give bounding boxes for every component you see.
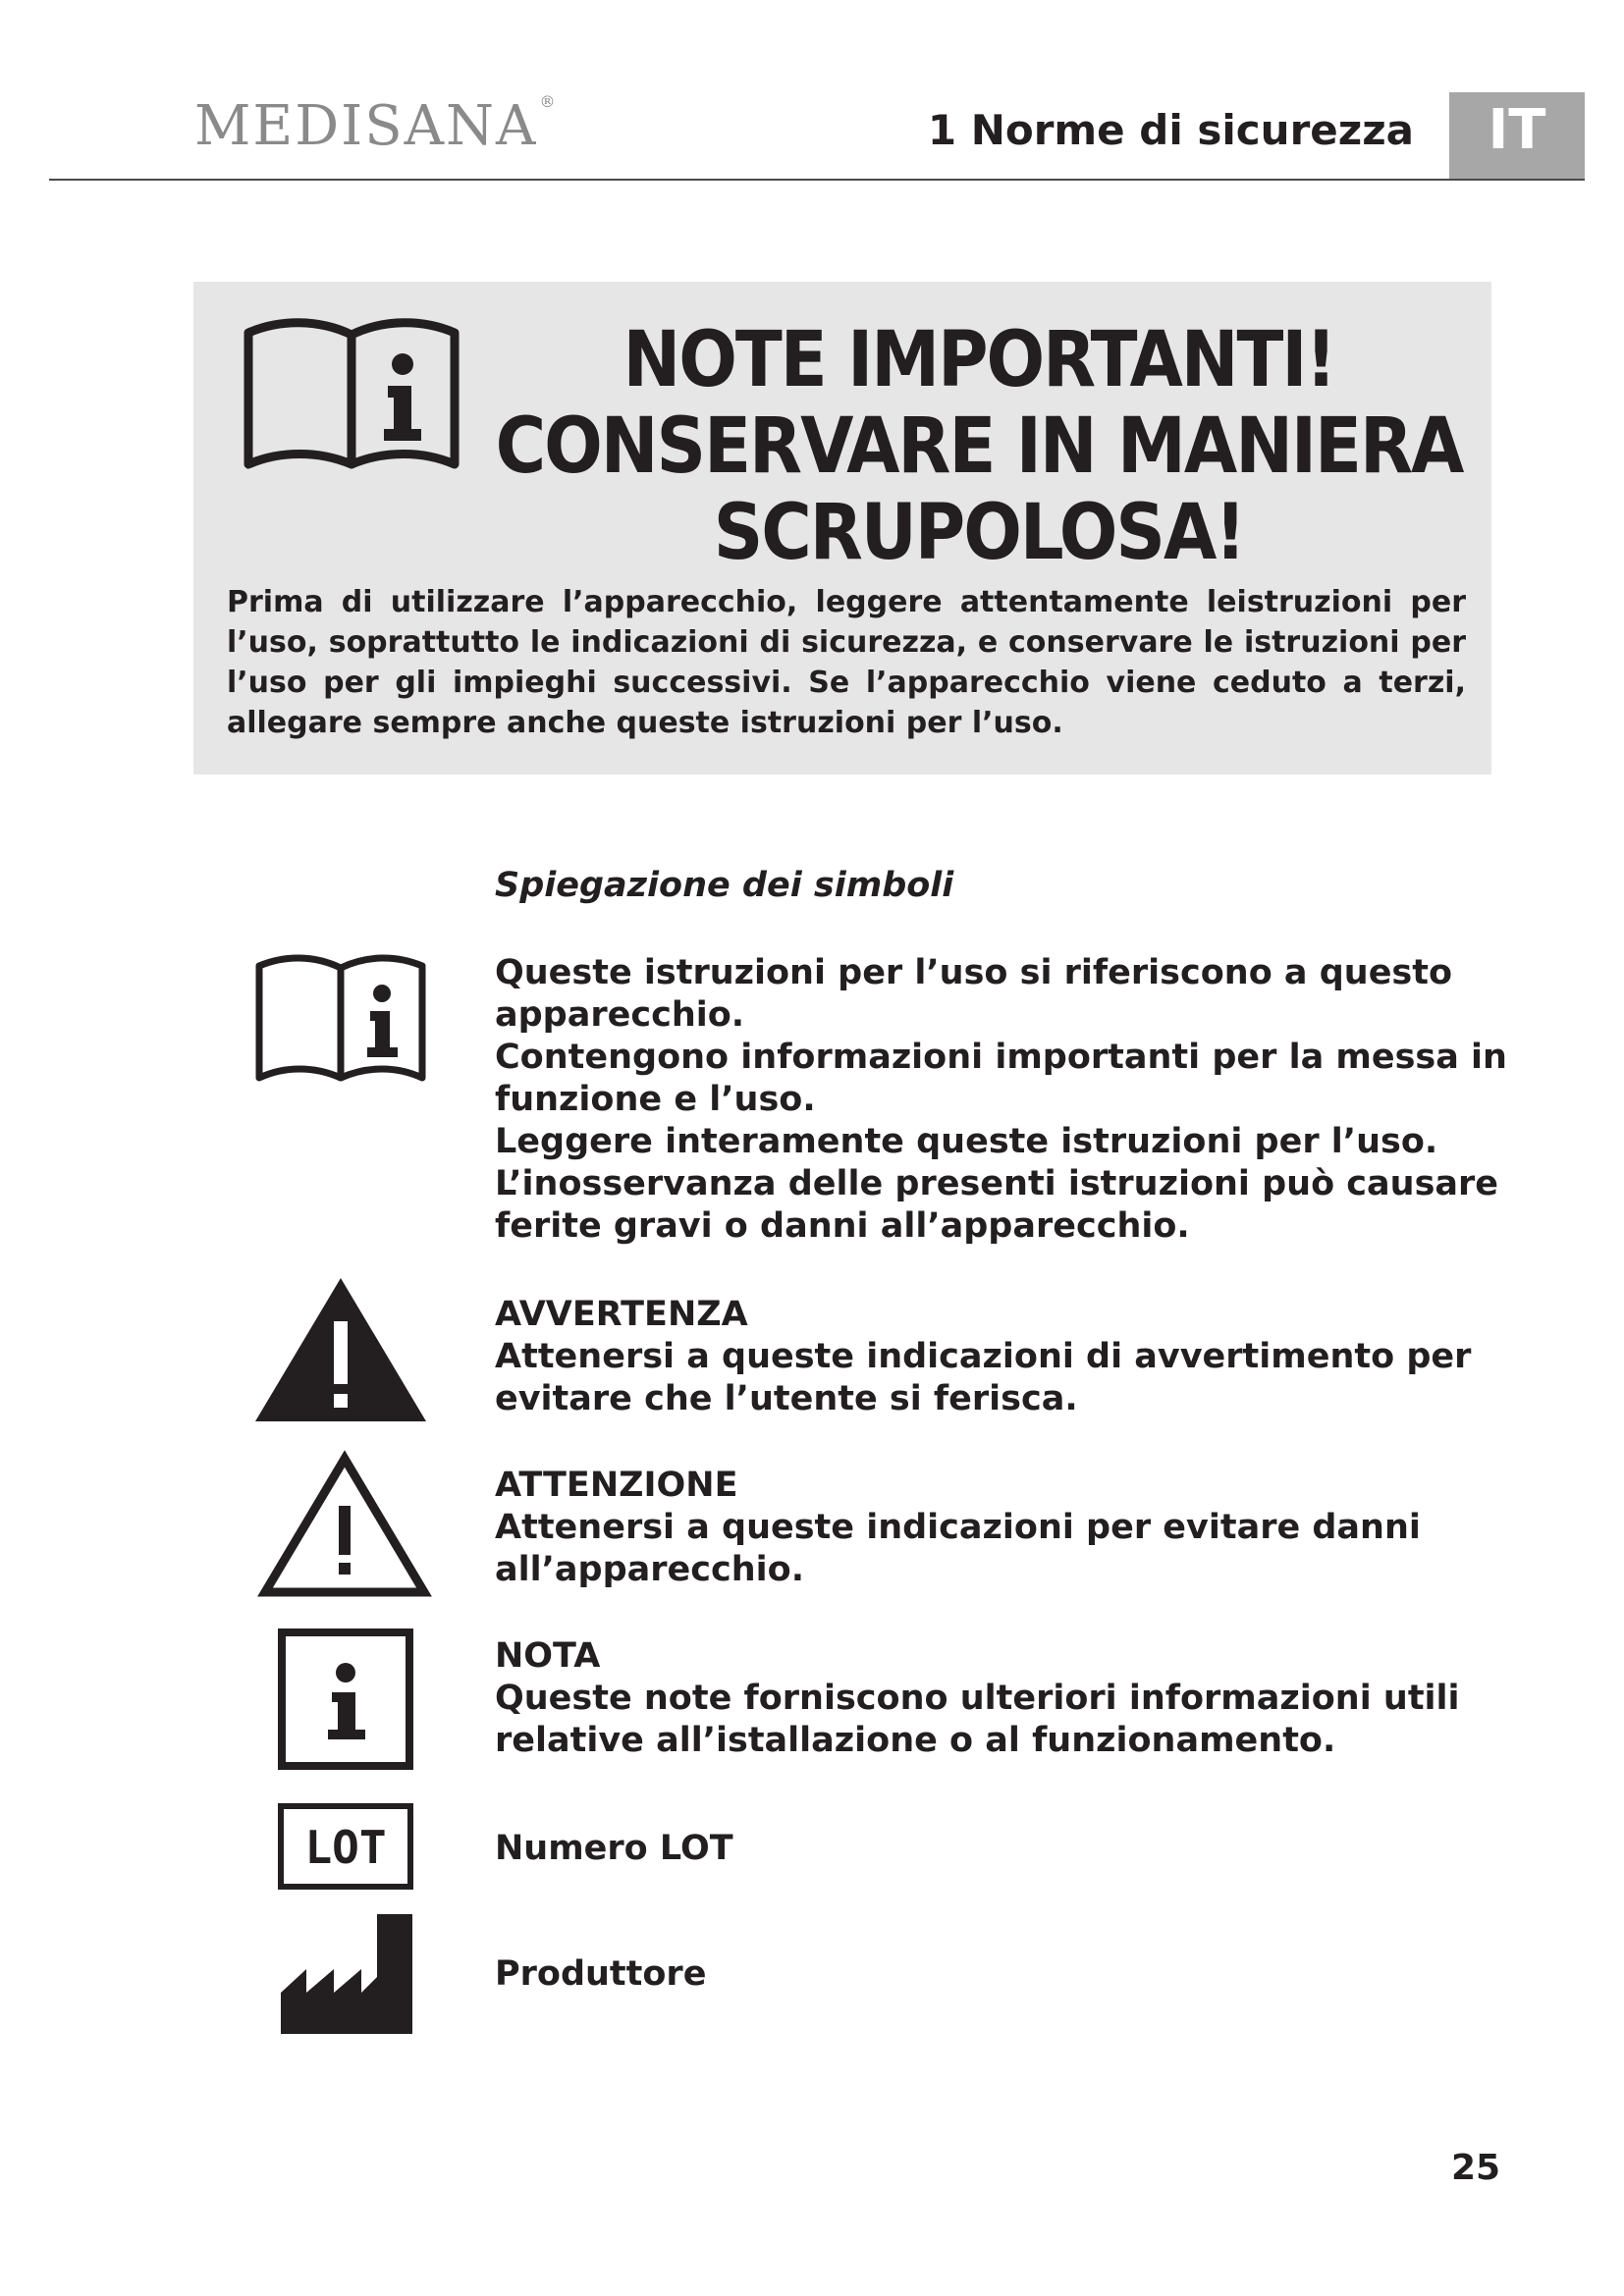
notice-heading-line: NOTE IMPORTANTI!	[623, 316, 1335, 404]
chapter-title: 1 Norme di sicurezza	[927, 106, 1414, 154]
symbol-text-line: Queste note forniscono ulteriori informazioni utili	[495, 1679, 1460, 1718]
symbol-text-line: ferite gravi o danni all’apparecchio.	[495, 1206, 1190, 1246]
lot-icon	[277, 1802, 414, 1891]
symbol-text-line: L’inosservanza delle presenti istruzioni può causare	[495, 1164, 1499, 1203]
manual-info-icon	[253, 952, 428, 1084]
symbol-text-line: Queste istruzioni per l’uso si riferiscono a questo	[495, 953, 1453, 992]
symbol-text-line: NOTA	[495, 1636, 601, 1676]
info-box-icon	[277, 1628, 414, 1771]
symbol-description-caution	[495, 1465, 1496, 1591]
notice-body: Prima di utilizzare l’apparecchio, leggere attentamente leistruzioni per l’uso, soprattutto le indicazioni di sicurezza, e conservare le istruzioni per l’uso per gli impieghi successivi. Se l’apparecchio viene ceduto a terzi, allegare sempre anche queste istruzioni per l’uso.	[227, 585, 1466, 740]
symbols-section-title: Spiegazione dei simboli	[495, 866, 954, 905]
page-number: 25	[1451, 2148, 1501, 2188]
symbol-description-manual	[495, 952, 1507, 1248]
symbol-text-line: evitare che l’utente si ferisca.	[495, 1379, 1078, 1418]
symbol-text-line: Numero LOT	[495, 1829, 733, 1868]
manual-info-icon	[241, 315, 462, 472]
language-tab: IT	[1449, 92, 1585, 179]
symbol-text-line: AVVERTENZA	[495, 1295, 748, 1334]
symbol-description-note	[495, 1635, 1496, 1762]
symbol-text-line: Leggere interamente queste istruzioni per l’uso.	[495, 1122, 1438, 1161]
brand-name: MEDISANA	[194, 94, 538, 158]
important-notice-box	[193, 282, 1491, 774]
symbol-text-line: Attenersi a queste indicazioni di avvertimento per	[495, 1337, 1472, 1376]
symbol-description-lot	[495, 1828, 1496, 1870]
brand-trademark: ®	[539, 92, 558, 111]
header-divider	[49, 179, 1585, 181]
symbol-text-line: all’apparecchio.	[495, 1550, 804, 1589]
symbol-text-line: apparecchio.	[495, 995, 745, 1035]
symbol-text-line: Contengono informazioni importanti per la messa in	[495, 1038, 1507, 1077]
symbol-description-manufacturer	[495, 1953, 1496, 1996]
brand-logo	[194, 92, 558, 158]
lot-icon-label: LOT	[304, 1821, 387, 1874]
notice-heading-line: CONSERVARE IN MANIERA	[495, 402, 1463, 491]
symbol-text-line: ATTENZIONE	[495, 1466, 738, 1505]
warning-filled-icon	[253, 1276, 428, 1425]
caution-outline-icon	[257, 1449, 432, 1600]
symbol-text-line: Attenersi a queste indicazioni per evitare danni	[495, 1508, 1421, 1547]
symbol-text-line: funzione e l’uso.	[495, 1080, 816, 1119]
notice-heading-line: SCRUPOLOSA!	[713, 489, 1245, 577]
symbol-text-line: Produttore	[495, 1954, 707, 1994]
symbol-description-warning	[495, 1294, 1496, 1420]
symbol-text-line: relative all’istallazione o al funzionamento.	[495, 1721, 1336, 1760]
manufacturer-icon	[279, 1912, 416, 2036]
notice-heading	[488, 317, 1470, 576]
